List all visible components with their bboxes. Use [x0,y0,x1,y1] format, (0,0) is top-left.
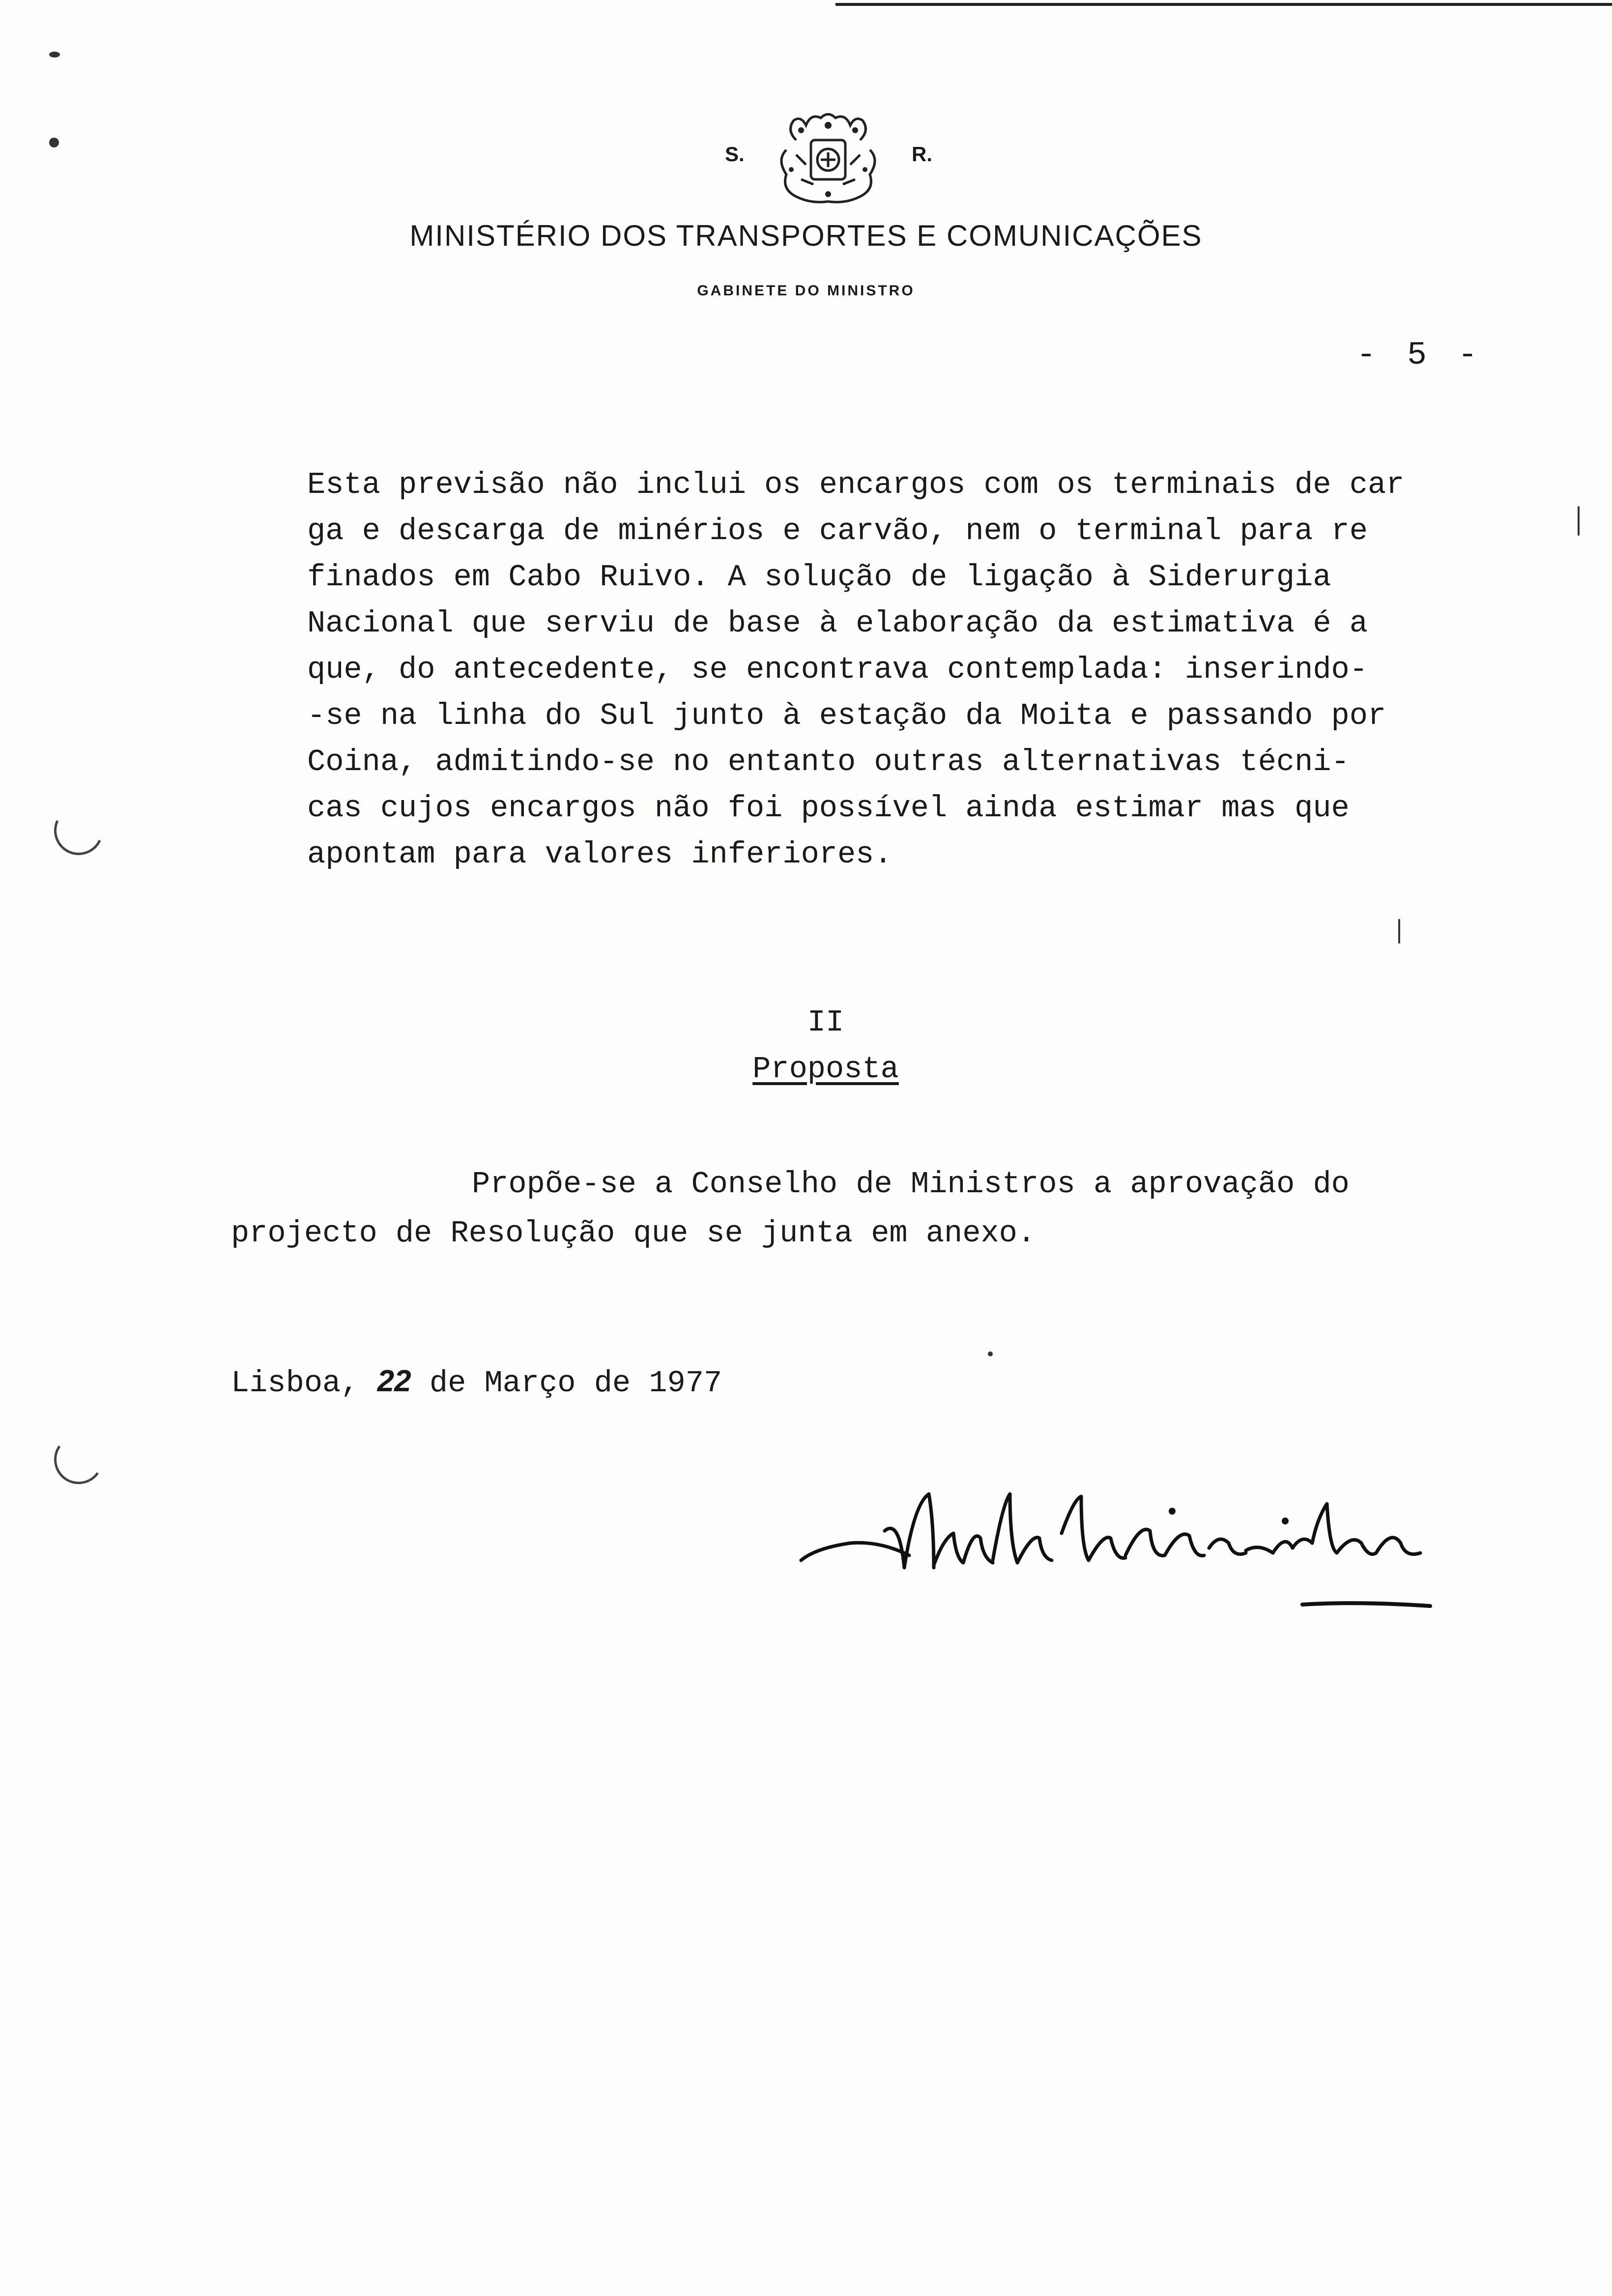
body-line: Esta previsão não inclui os encargos com os terminais de car [307,467,1405,502]
letterhead-r: R. [912,143,932,166]
body-line: apontam para valores inferiores. [307,837,892,872]
proposal-paragraph [231,1160,1489,1258]
punch-hole-mark [47,799,110,862]
punch-hole-mark [50,1431,107,1488]
coat-of-arms-icon [767,111,890,209]
ministry-name: MINISTÉRIO DOS TRANSPORTES E COMUNICAÇÕES [409,219,1203,252]
office-name: GABINETE DO MINISTRO [697,283,915,299]
scan-edge-line [835,3,1612,6]
body-line: -se na linha do Sul junto à estação da Moita e passando por [307,698,1386,733]
body-line: finados em Cabo Ruivo. A solução de ligação à Siderurgia [307,560,1331,595]
body-paragraph [307,462,1484,878]
date-line [231,1364,722,1401]
proposal-line: projecto de Resolução que se junta em anexo. [231,1216,1036,1251]
scan-mark [1578,506,1580,536]
date-day: 22 [377,1364,411,1398]
section-number: II [807,1005,844,1040]
scan-speck [988,1351,993,1356]
body-line: que, do antecedente, se encontrava contemplada: inserindo- [307,652,1368,687]
scan-mark [1398,919,1400,944]
section-title: Proposta [752,1052,899,1087]
page-number: - 5 - [1356,337,1484,373]
body-line: Coina, admitindo-se no entanto outras alternativas técni- [307,745,1350,779]
body-line: ga e descarga de minérios e carvão, nem o terminal para re [307,514,1368,548]
body-line: Nacional que serviu de base à elaboração da estimativa é a [307,606,1368,641]
section-title-wrap [0,1052,1612,1087]
date-place: Lisboa, [231,1366,359,1401]
date-rest: de Março de 1977 [429,1366,722,1401]
scan-speck [49,138,59,147]
proposal-line: Propõe-se a Conselho de Ministros a aprovação do [472,1167,1350,1202]
letterhead-s: S. [725,143,745,166]
scan-speck [49,52,60,57]
handwritten-signature [786,1474,1440,1632]
body-line: cas cujos encargos não foi possível ainda estimar mas que [307,791,1350,826]
